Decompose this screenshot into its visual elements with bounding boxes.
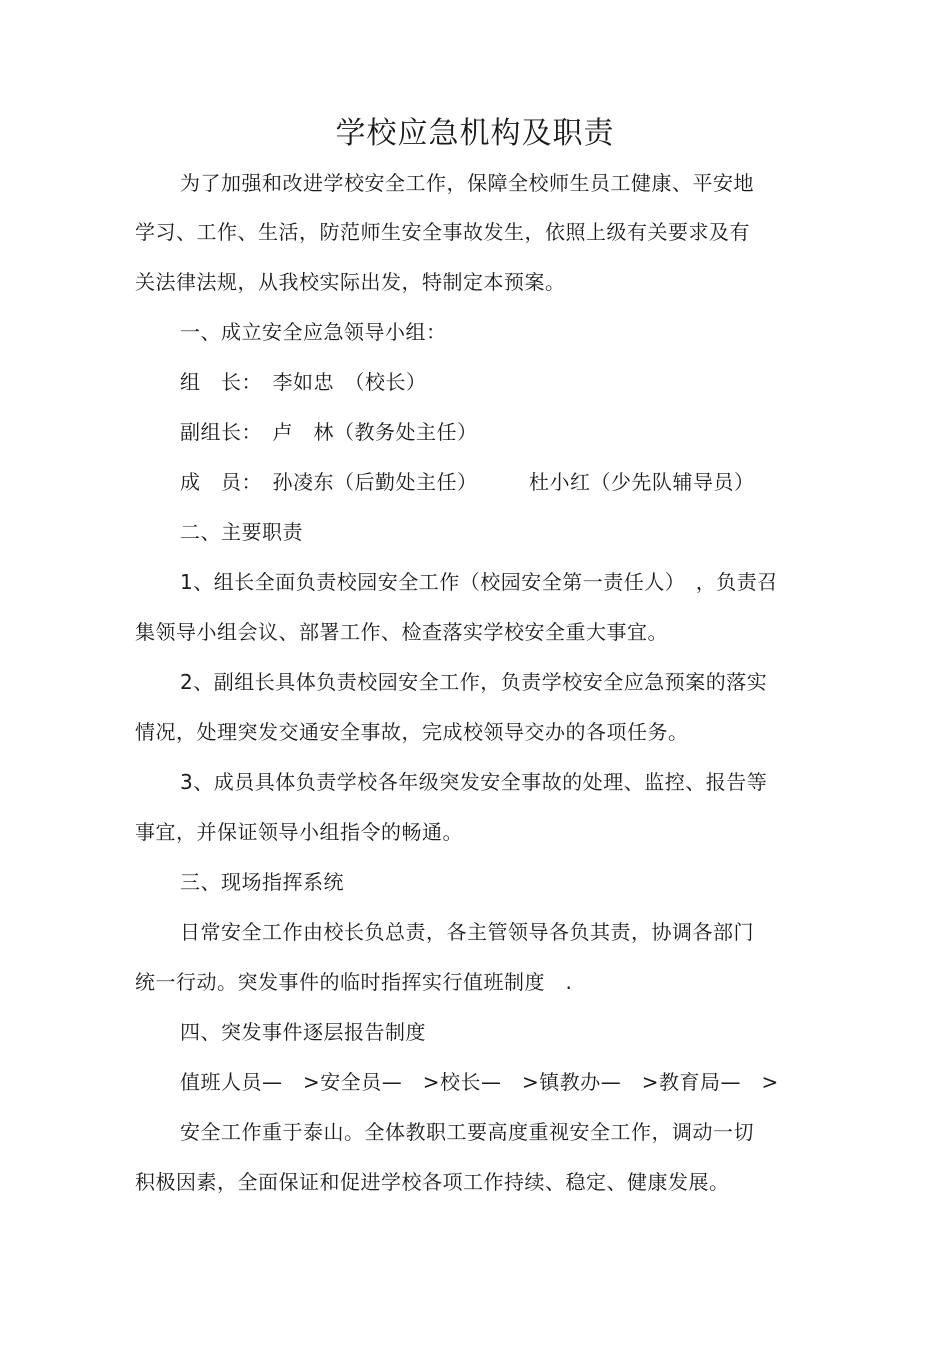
paragraph-line: 情况，处理突发交通安全事故，完成校领导交办的各项任务。: [135, 720, 689, 744]
section-heading: 三、现场指挥系统: [180, 870, 344, 894]
paragraph-line: 集领导小组会议、部署工作、检查落实学校安全重大事宜。: [135, 620, 668, 644]
paragraph-line: 3、成员具体负责学校各年级突发安全事故的处理、监控、报告等: [180, 770, 768, 794]
document-title: 学校应急机构及职责: [335, 116, 615, 151]
paragraph-line: 日常安全工作由校长负总责，各主管领导各负其责，协调各部门: [180, 920, 754, 944]
section-heading: 四、突发事件逐层报告制度: [180, 1020, 426, 1044]
member-line: 组 长： 李如忠 （校长）: [180, 370, 427, 394]
paragraph-line: 关法律法规，从我校实际出发，特制定本预案。: [135, 270, 566, 294]
section-heading: 一、成立安全应急领导小组：: [180, 320, 447, 344]
paragraph-line: 安全工作重于泰山。全体教职工要高度重视安全工作，调动一切: [180, 1120, 754, 1144]
paragraph-line: 积极因素，全面保证和促进学校各项工作持续、稳定、健康发展。: [135, 1170, 730, 1194]
report-chain-line: 值班人员— >安全员— >校长— >镇教办— >教育局— >: [180, 1070, 779, 1094]
paragraph-line: 1、组长全面负责校园安全工作（校园安全第一责任人） ，负责召: [180, 570, 778, 594]
member-line: 成 员： 孙凌东（后勤处主任） 杜小红（少先队辅导员）: [180, 470, 755, 494]
paragraph-line: 事宜，并保证领导小组指令的畅通。: [135, 820, 463, 844]
paragraph-line: 学习、工作、生活，防范师生安全事故发生，依照上级有关要求及有: [135, 220, 750, 244]
paragraph-line: 为了加强和改进学校安全工作，保障全校师生员工健康、平安地: [180, 171, 754, 195]
paragraph-line: 统一行动。突发事件的临时指挥实行值班制度 .: [135, 970, 573, 994]
section-heading: 二、主要职责: [180, 520, 303, 544]
paragraph-line: 2、副组长具体负责校园安全工作，负责学校安全应急预案的落实: [180, 670, 768, 694]
member-line: 副组长： 卢 林（教务处主任）: [180, 420, 478, 444]
